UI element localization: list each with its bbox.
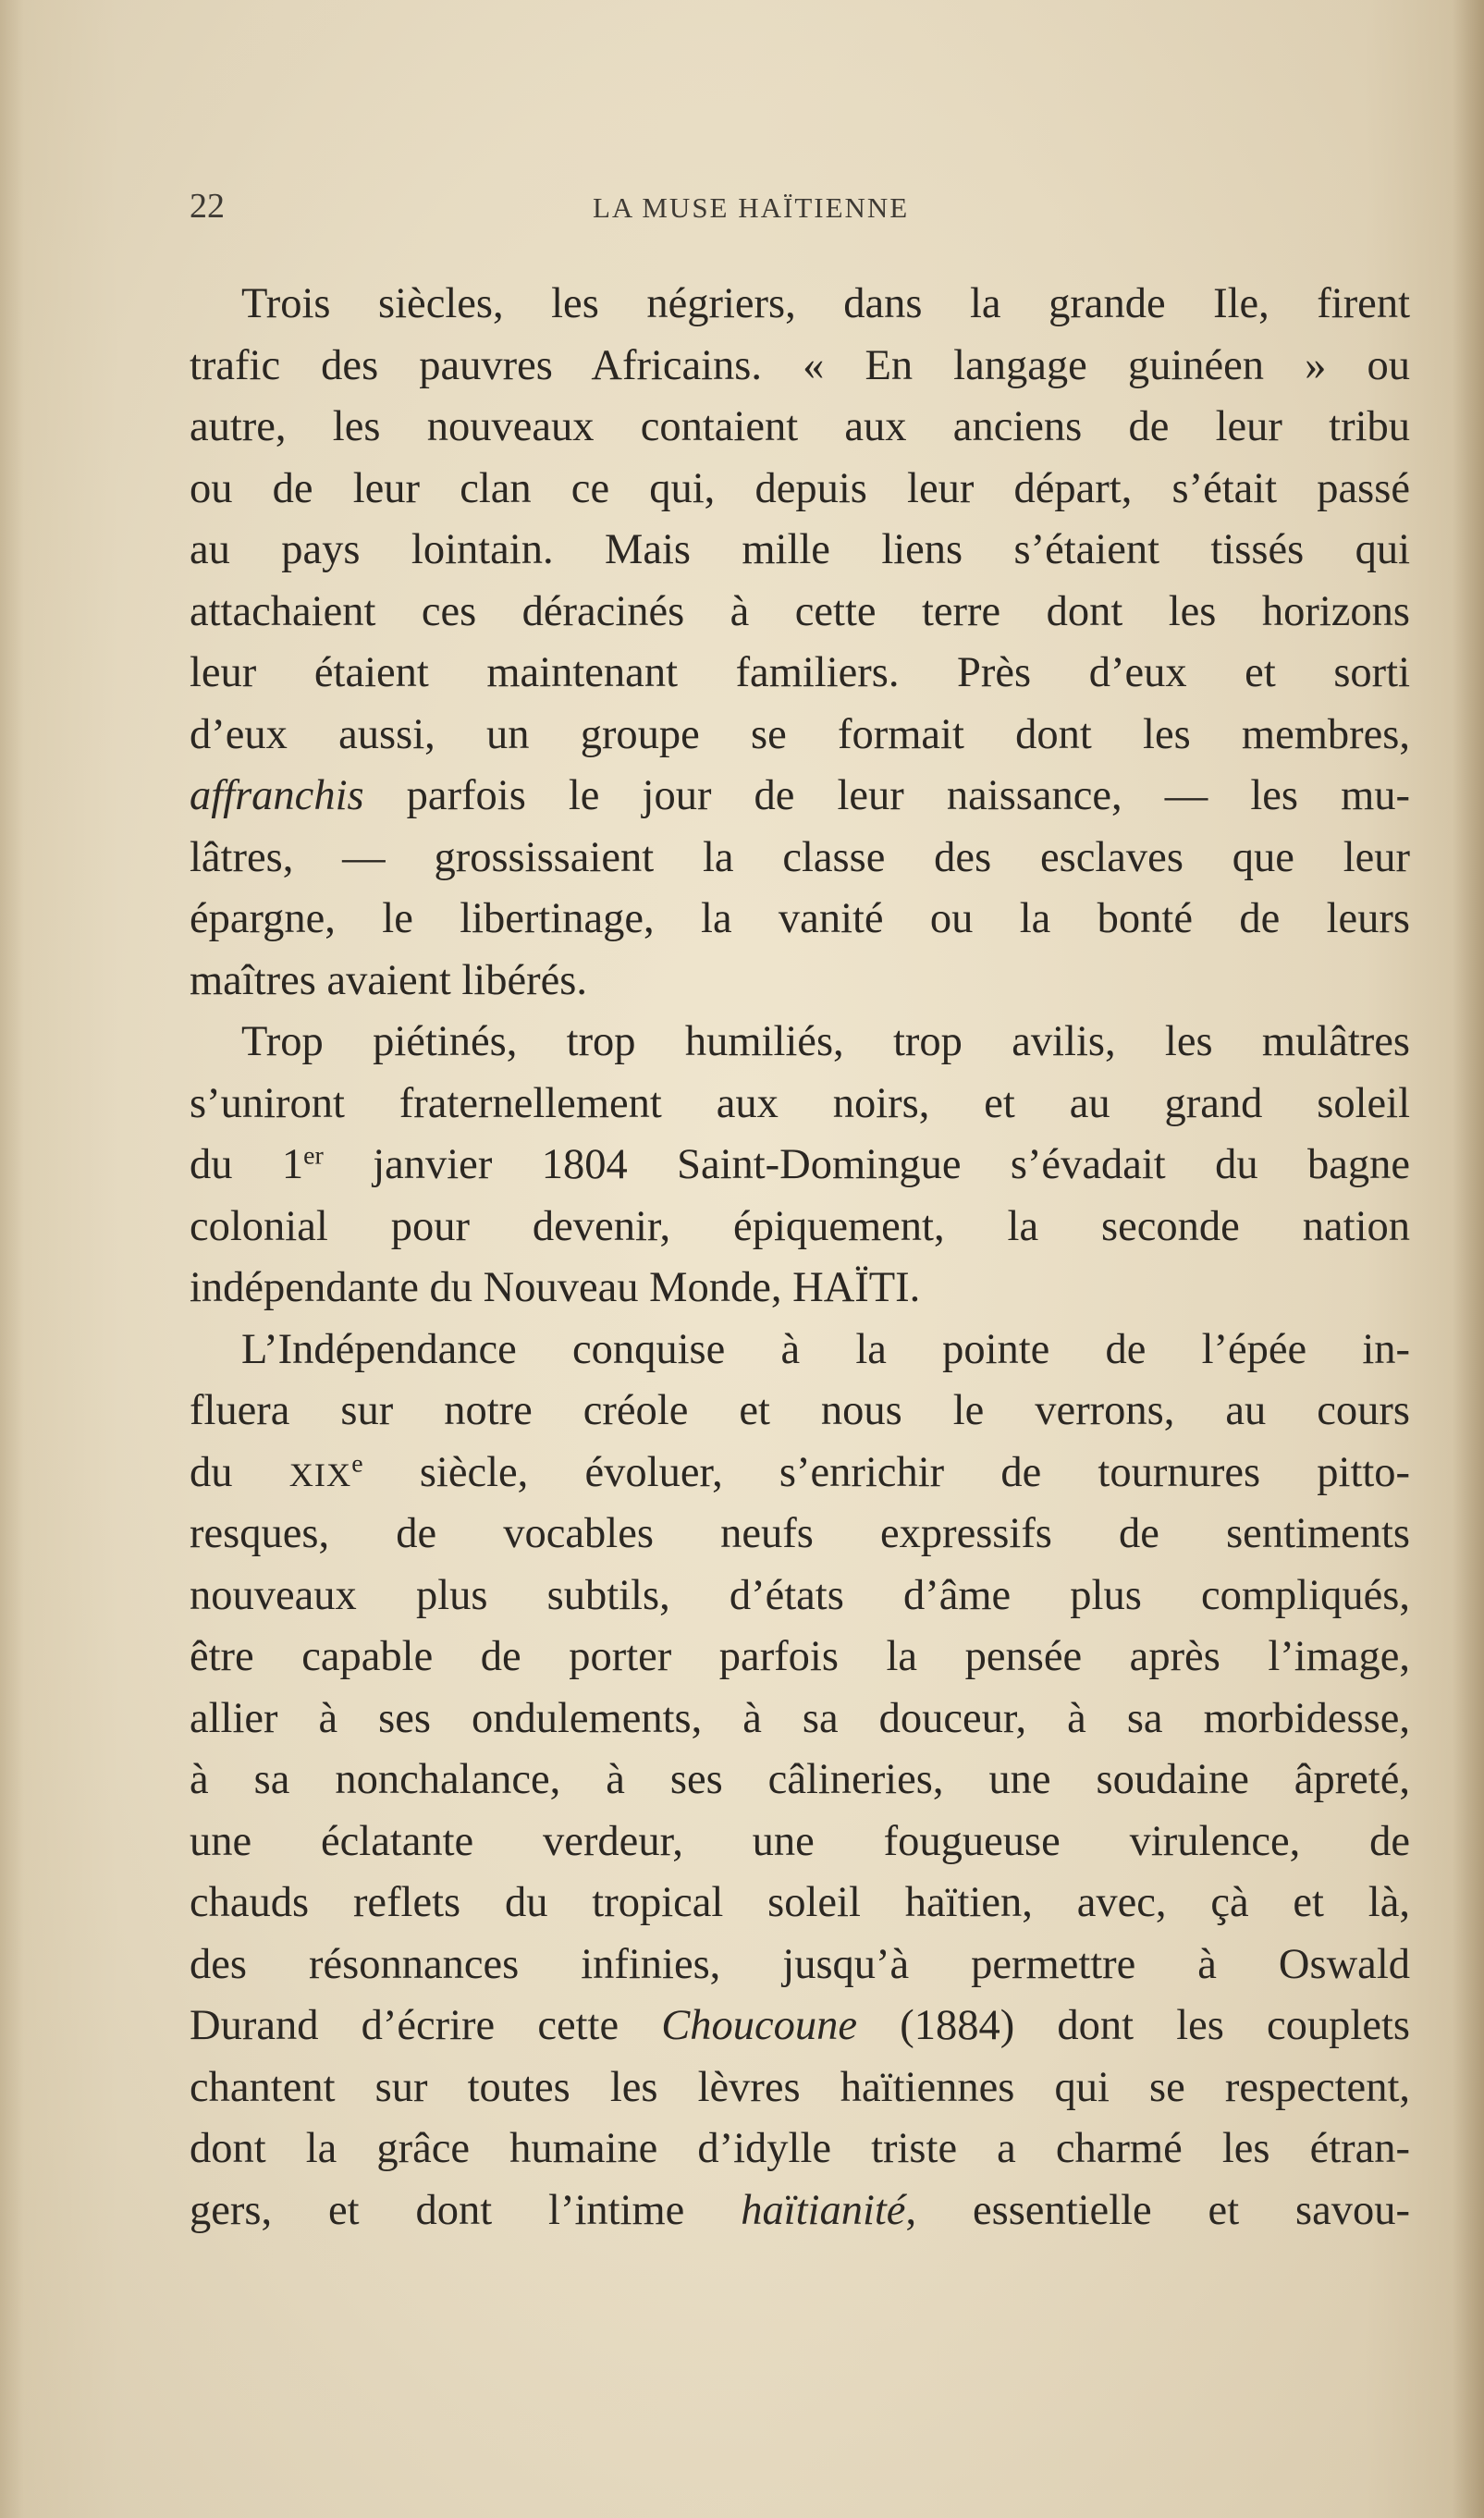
text-segment: parfois le jour de leur naissance, — les mu- <box>363 772 1410 819</box>
small-caps-numeral: XIX <box>288 1456 352 1493</box>
italic-word: affranchis <box>190 772 364 819</box>
italic-word: haïtianité <box>741 2186 906 2234</box>
text-line: Trop piétinés, trop humiliés, trop avilis, les mulâtres <box>241 1018 1410 1065</box>
running-head <box>190 185 1410 227</box>
text-line: nouveaux plus subtils, d’états d’âme plus compliqués, <box>190 1571 1410 1619</box>
text-segment: du <box>190 1448 289 1496</box>
text-line: Trois siècles, les négriers, dans la grande Ile, firent <box>241 280 1410 327</box>
text-segment: , essentielle et savou- <box>905 2186 1410 2234</box>
text-line: dont la grâce humaine d’idylle triste a charmé les étran- <box>190 2125 1410 2172</box>
text-line: s’uniront fraternellement aux noirs, et au grand soleil <box>190 1079 1410 1127</box>
text-line: colonial pour devenir, épiquement, la seconde nation <box>190 1202 1410 1250</box>
text-line: fluera sur notre créole et nous le verrons, au cours <box>190 1387 1410 1434</box>
text-line: leur étaient maintenant familiers. Près d’eux et sorti <box>190 649 1410 696</box>
text-line: L’Indépendance conquise à la pointe de l’épée in- <box>241 1325 1410 1373</box>
text-line: allier à ses ondulements, à sa douceur, à sa morbidesse, <box>190 1694 1410 1742</box>
running-title: LA MUSE HAÏTIENNE <box>593 191 910 224</box>
text-line <box>190 1135 1410 1197</box>
text-line: maîtres avaient libérés. <box>190 956 587 1004</box>
text-line: être capable de porter parfois la pensée après l’image, <box>190 1633 1410 1680</box>
text-line: autre, les nouveaux contaient aux anciens de leur tribu <box>190 403 1410 450</box>
text-line: lâtres, — grossissaient la classe des esclaves que leur <box>190 833 1410 881</box>
text-line: indépendante du Nouveau Monde, HAÏTI. <box>190 1264 921 1311</box>
superscript: er <box>303 1141 324 1171</box>
text-line <box>190 1443 1410 1505</box>
text-line: chauds reflets du tropical soleil haïtien, avec, çà et là, <box>190 1879 1410 1926</box>
text-line: trafic des pauvres Africains. « En langage guinéen » ou <box>190 341 1410 389</box>
text-line: chantent sur toutes les lèvres haïtiennes qui se respectent, <box>190 2063 1410 2111</box>
superscript: e <box>351 1449 363 1479</box>
text-line: une éclatante verdeur, une fougueuse virulence, de <box>190 1817 1410 1865</box>
page-number: 22 <box>190 187 225 226</box>
text-segment: siècle, évoluer, s’enrichir de tournures pitto- <box>362 1448 1410 1496</box>
text-line: au pays lointain. Mais mille liens s’étaient tissés qui <box>190 526 1410 573</box>
text-line: des résonnances infinies, jusqu’à permettre à Oswald <box>190 1940 1410 1988</box>
text-line: resques, de vocables neufs expressifs de sentiments <box>190 1510 1410 1557</box>
body-text <box>190 274 1410 2242</box>
text-segment: janvier 1804 Saint-Domingue s’évadait du bagne <box>323 1141 1410 1188</box>
text-segment: du 1 <box>190 1141 304 1188</box>
page-left-shadow <box>0 0 24 2518</box>
text-line: épargne, le libertinage, la vanité ou la bonté de leurs <box>190 895 1410 942</box>
italic-title: Choucoune <box>661 2002 858 2049</box>
page-right-shadow <box>1453 0 1484 2518</box>
text-line <box>190 1996 1410 2057</box>
text-segment: Durand d’écrire cette <box>190 2002 662 2049</box>
text-line: ou de leur clan ce qui, depuis leur départ, s’était passé <box>190 464 1410 512</box>
text-line: attachaient ces déracinés à cette terre dont les horizons <box>190 587 1410 635</box>
text-line: à sa nonchalance, à ses câlineries, une soudaine âpreté, <box>190 1756 1410 1803</box>
text-line: d’eux aussi, un groupe se formait dont les membres, <box>190 710 1410 758</box>
text-line <box>190 766 1410 828</box>
text-segment: (1884) dont les couplets <box>857 2002 1410 2049</box>
text-segment: gers, et dont l’intime <box>190 2186 742 2234</box>
text-line <box>190 2180 1410 2242</box>
